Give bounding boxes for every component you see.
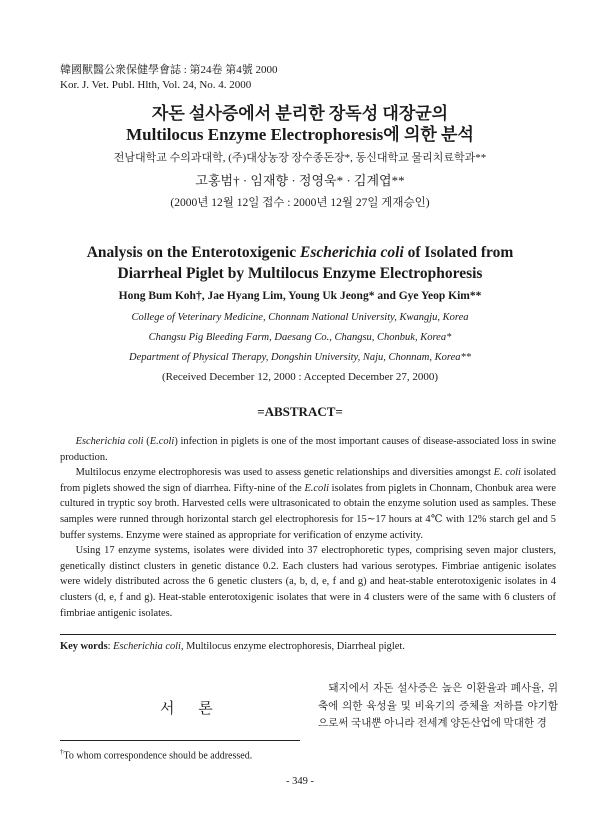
species-abbrev: E.coli [149, 436, 175, 447]
english-affiliation-2: Changsu Pig Bleeding Farm, Daesang Co., Changsu, Chonbuk, Korea* [148, 332, 452, 343]
species-abbrev: E. coli [493, 467, 521, 479]
english-title-part: of Isolated from [403, 244, 514, 261]
korean-dates: (2000년 12월 12일 접수 : 2000년 12월 27일 게재승인) [170, 197, 430, 209]
abstract-heading: =ABSTRACT= [257, 404, 343, 419]
english-title-line1 [0, 242, 600, 263]
korean-title-line2: Multilocus Enzyme Electrophoresis에 의한 분석 [126, 125, 474, 144]
keywords-line [60, 639, 556, 654]
keywords-label: Key words [60, 641, 108, 652]
text-run: Multilocus enzyme electrophoresis was used to assess genetic relationships and diversities amongst [75, 467, 494, 479]
species-name: Escherichia coli [75, 436, 144, 447]
journal-header-english: Kor. J. Vet. Publ. Hlth, Vol. 24, No. 4. 2000 [60, 79, 252, 91]
abstract-body [60, 434, 556, 621]
text-run: ) infection in piglets is one of the most important causes of disease-associated loss in swine production. [60, 436, 557, 463]
footnote [60, 746, 252, 762]
page-number: - 349 - [286, 776, 314, 787]
journal-header [60, 63, 278, 93]
footnote-text: To whom correspondence should be addressed. [63, 750, 253, 762]
abstract-divider [60, 634, 556, 635]
abstract-paragraph-2 [60, 465, 556, 543]
korean-affiliations: 전남대학교 수의과대학, (주)대상농장 장수종돈장*, 동신대학교 물리치료학과** [113, 152, 487, 164]
intro-paragraph: 돼지에서 자돈 설사증은 높은 이환율과 폐사율, 위축에 의한 육성율 및 비육기의 증체율 저하를 야기함으로써 국내뿐 아니라 전세계 양돈산업에 막대한 경 [318, 683, 558, 729]
abstract-paragraph-1 [60, 434, 556, 465]
english-title-line2: Diarrheal Piglet by Multilocus Enzyme Electrophoresis [117, 265, 483, 282]
species-abbrev: E.coli [304, 482, 329, 494]
korean-title-line1: 자돈 설사증에서 분리한 장독성 대장균의 [151, 104, 449, 123]
english-affiliation-1: College of Veterinary Medicine, Chonnam National University, Kwangju, Korea [131, 312, 469, 323]
english-title-species: Escherichia coli [300, 244, 404, 261]
english-title-part: Analysis on the Enterotoxigenic [86, 244, 300, 261]
text-run: : [107, 641, 114, 652]
english-affiliation-3: Department of Physical Therapy, Dongshin University, Naju, Chonnam, Korea** [128, 352, 471, 363]
english-dates: (Received December 12, 2000 : Accepted December 27, 2000) [161, 371, 439, 383]
footnote-divider [60, 740, 300, 741]
korean-authors: 고홍범† · 임재향 · 정영욱* · 김계엽** [195, 173, 405, 188]
text-run: ( [143, 436, 150, 447]
journal-header-korean: 韓國獸醫公衆保健學會誌 : 第24卷 第4號 2000 [60, 64, 278, 76]
intro-body [318, 680, 558, 733]
text-run: isolated from piglets showed the sign of diarrhea. Fifty-nine of the [60, 467, 556, 494]
abstract-paragraph-3: Using 17 enzyme systems, isolates were divided into 37 electrophoretic types, comprising seven major clusters, genetically distinct clusters in genetic distance 0.2. Each clusters had various serotypes. Fimbriae antigenic isolates were widely distributed across the 6 genetic clusters (a, b, d, e, f and g) and heat-stable enterotoxigenic isolates in 4 clusters (d, e, f and g). Heat-stable enterotoxigenic isolates that were in 4 clusters were of the same with 6 clusters of fimbriae antigenic isolates. [60, 545, 556, 619]
text-run: isolates from piglets in Chonnam, Chonbuk area were cultured in tryptic soy broth. Harvested cells were ultrasonicated to obtain the enzyme solution used as samples. These samples were runned through horizontal starch gel electrophoresis for 15∼17 hours at 4℃ with 12% starch gel and 5 buffer systems. Enzyme were stained as appropriate for verification of enzyme activity. [60, 482, 556, 541]
english-authors: Hong Bum Koh†, Jae Hyang Lim, Young Uk Jeong* and Gye Yeop Kim** [118, 290, 482, 302]
footnote-mark: † [60, 748, 64, 756]
keywords-rest: Multilocus enzyme electrophoresis, Diarrheal piglet. [183, 641, 405, 652]
intro-heading: 서 론 [160, 701, 223, 717]
keyword-species: Escherichia coli, [113, 641, 184, 652]
